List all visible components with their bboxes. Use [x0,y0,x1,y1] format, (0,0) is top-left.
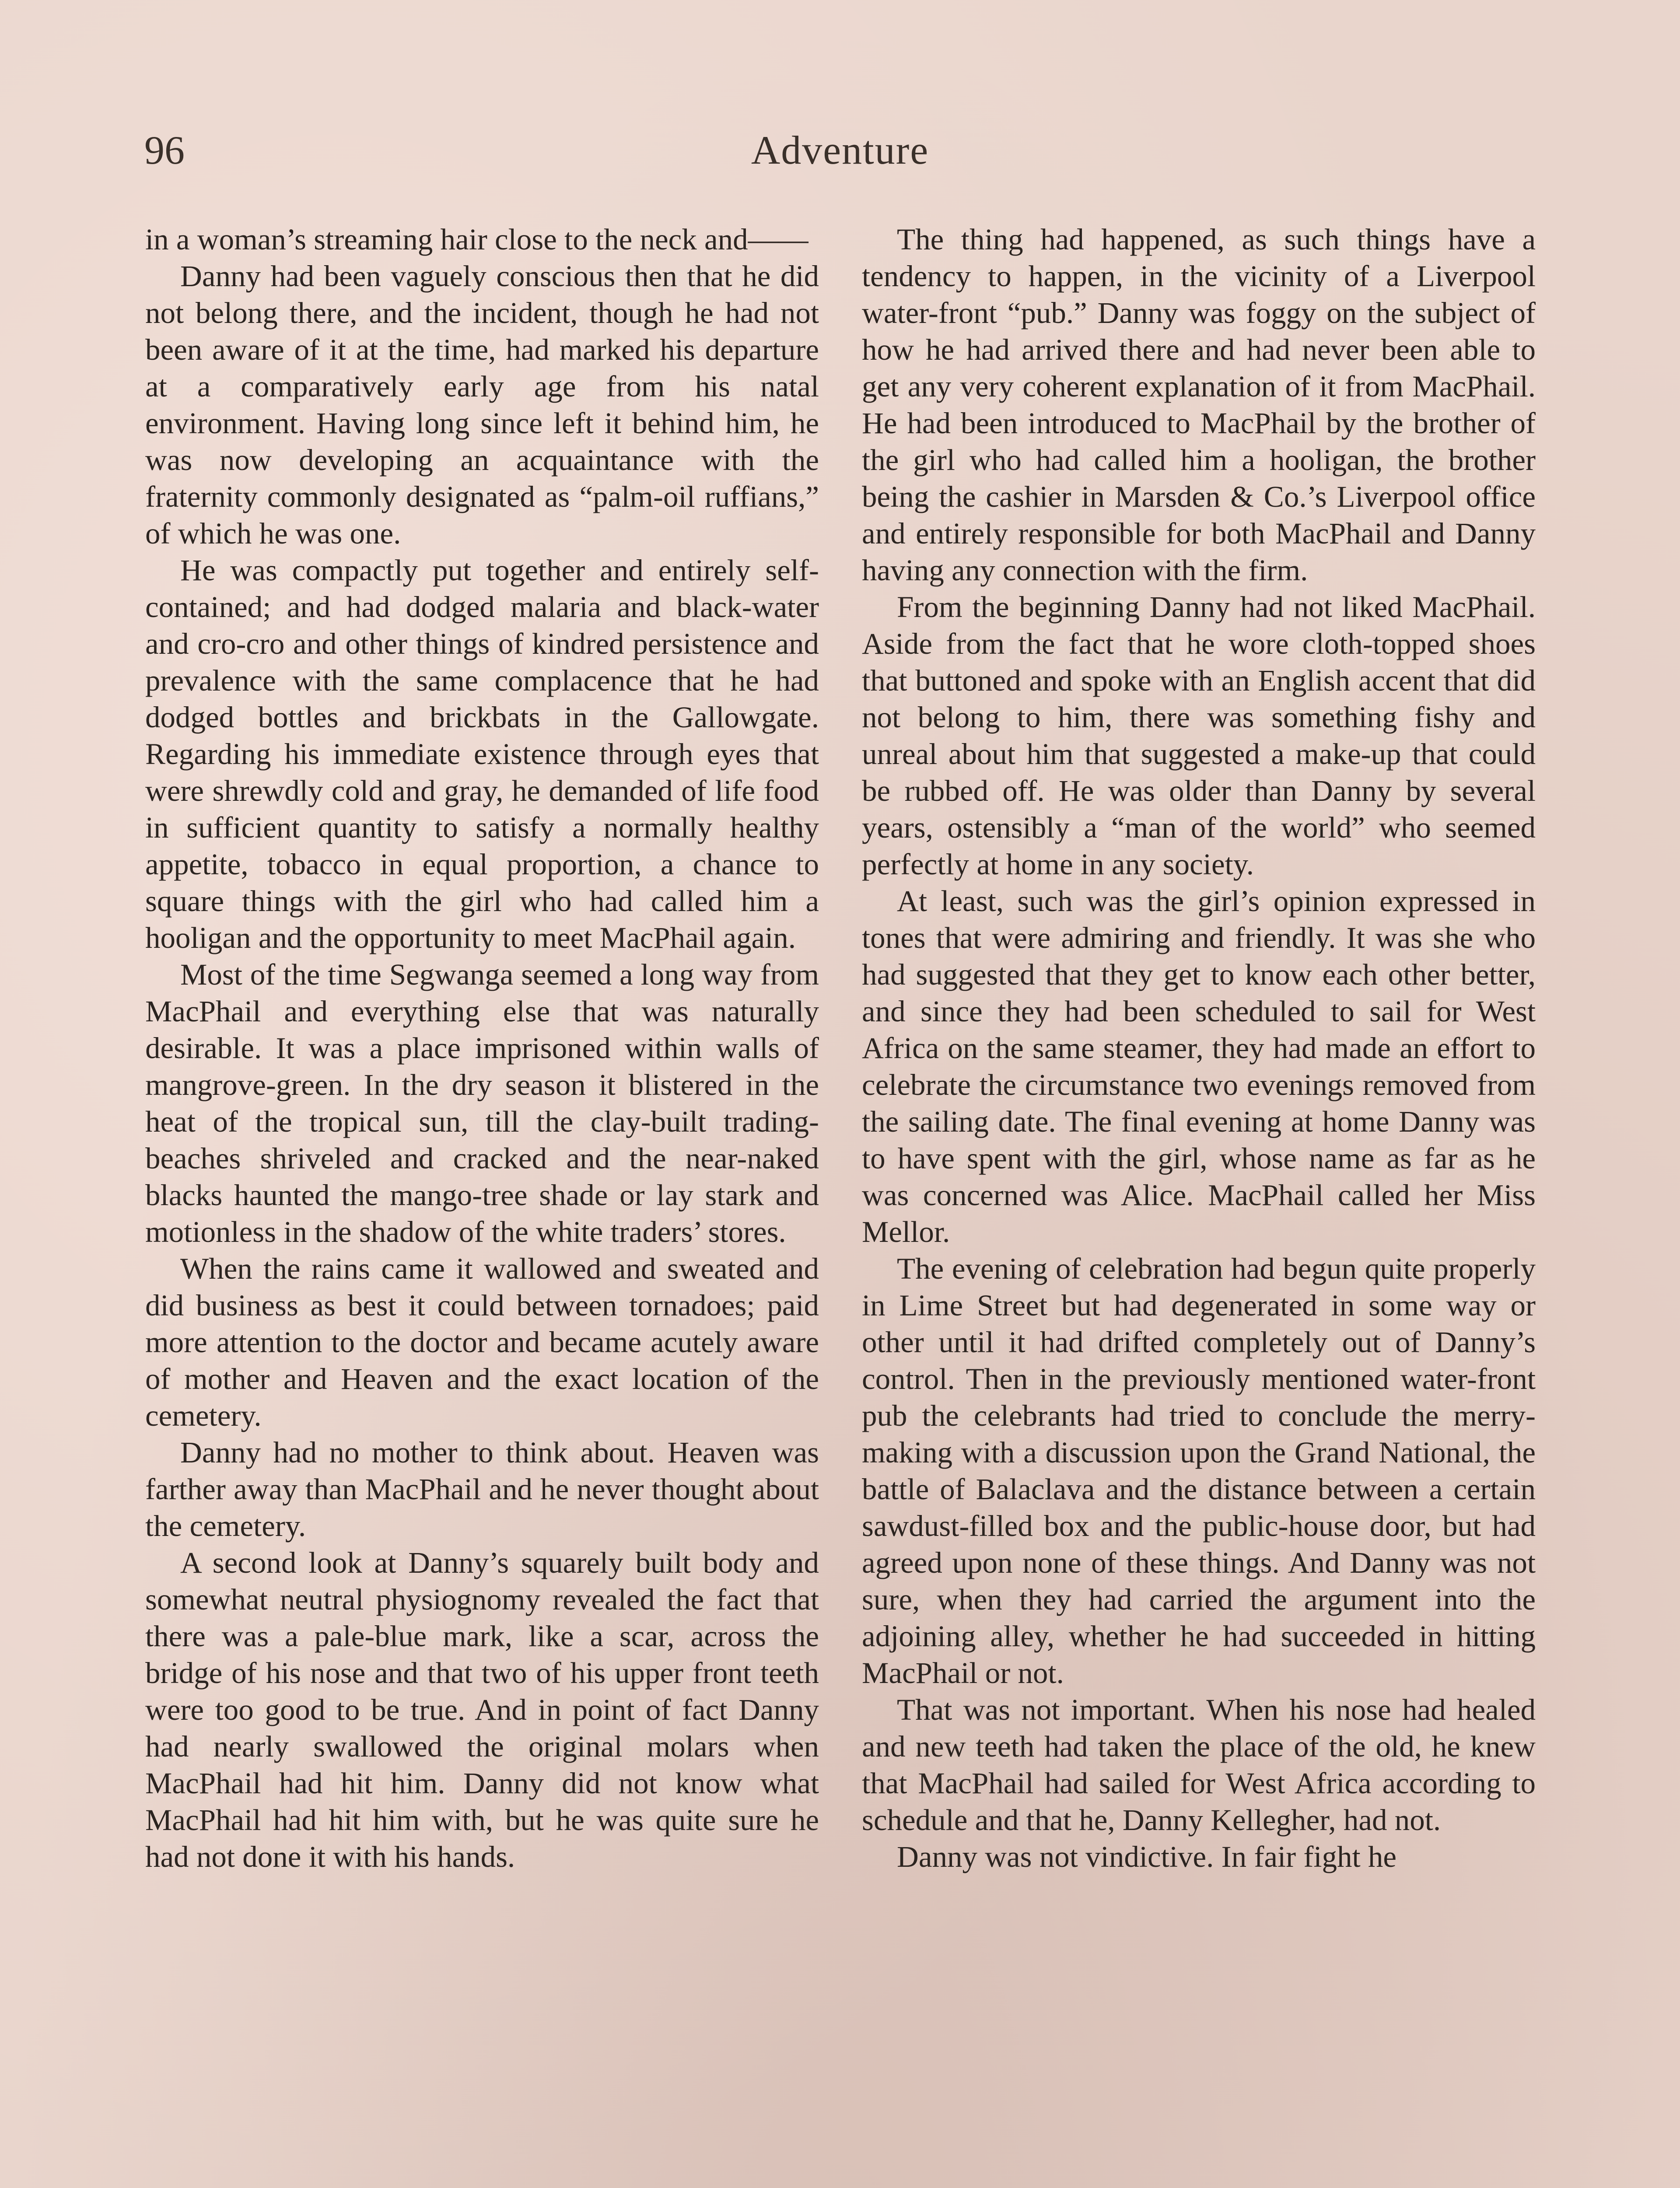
running-title: Adventure [751,128,929,172]
page-header [144,127,1536,188]
left-column [145,221,819,1875]
page-number: 96 [144,128,185,172]
right-column [862,221,1536,1875]
paragraph: The thing had happened, as such things have a tendency to happen, in the vicinity of a Liverpool water-front “pub.” Danny was foggy on the subject of how he had arrived there and had never been able to get any very coherent explanation of it from MacPhail. He had been introduced to MacPhail by the brother of the girl who had called him a hooligan, the brother being the cashier in Marsden & Co.’s Liverpool office and entirely responsible for both MacPhail and Danny having any connection with the firm. [862,223,1536,587]
paragraph: Danny had no mother to think about. Heaven was farther away than MacPhail and he never thought about the cemetery. [145,1436,819,1543]
paragraph: When the rains came it wallowed and sweated and did business as best it could between tornadoes; paid more attention to the doctor and became acutely aware of mother and Heaven and the exact location of the cemetery. [145,1252,819,1432]
paragraph: At least, such was the girl’s opinion expressed in tones that were admiring and friendly. It was she who had suggested that they get to know each other better, and since they had been scheduled to sail for West Africa on the same steamer, they had made an effort to celebrate the circumstance two evenings removed from the sailing date. The final evening at home Danny was to have spent with the girl, whose name as far as he was concerned was Alice. MacPhail called her Miss Mellor. [862,884,1536,1248]
paragraph: Danny had been vaguely conscious then that he did not belong there, and the incident, though he had not been aware of it at the time, had marked his departure at a comparatively early age from his natal environment. Having long since left it behind him, he was now developing an acquaintance with the fraternity commonly designated as “palm-oil ruffians,” of which he was one. [145,259,819,550]
paragraph: That was not important. When his nose had healed and new teeth had taken the place of the old, he knew that MacPhail had sailed for West Africa according to schedule and that he, Danny Kellegher, had not. [862,1693,1536,1837]
paragraph: Danny was not vindictive. In fair fight he [897,1840,1397,1873]
paragraph: in a woman’s streaming hair close to the neck and—— [145,223,808,256]
paragraph: Most of the time Segwanga seemed a long way from MacPhail and everything else that was naturally desirable. It was a place imprisoned within walls of mangrove-green. In the dry season it blistered in the heat of the tropical sun, till the clay-built trading-beaches shriveled and cracked and the near-naked blacks haunted the mango-tree shade or lay stark and motionless in the shadow of the white traders’ stores. [145,958,819,1248]
paragraph: He was compactly put together and entirely self-contained; and had dodged malaria and black-water and cro-cro and other things of kindred persistence and prevalence with the same complacence that he had dodged bottles and brickbats in the Gallowgate. Regarding his immediate existence through eyes that were shrewdly cold and gray, he demanded of life food in sufficient quantity to satisfy a normally healthy appetite, tobacco in equal proportion, a chance to square things with the girl who had called him a hooligan and the opportunity to meet MacPhail again. [145,554,819,954]
paragraph: A second look at Danny’s squarely built body and somewhat neutral physiognomy revealed the fact that there was a pale-blue mark, like a scar, across the bridge of his nose and that two of his upper front teeth were too good to be true. And in point of fact Danny had nearly swallowed the original molars when MacPhail had hit him. Danny did not know what MacPhail had hit him with, but he was quite sure he had not done it with his hands. [145,1546,819,1873]
paragraph: The evening of celebration had begun quite properly in Lime Street but had degenerated in some way or other until it had drifted completely out of Danny’s control. Then in the previously mentioned water-front pub the celebrants had tried to conclude the merry-making with a discussion upon the Grand National, the battle of Balaclava and the distance between a certain sawdust-filled box and the public-house door, but had agreed upon none of these things. And Danny was not sure, when they had carried the argument into the adjoining alley, whether he had succeeded in hitting MacPhail or not. [862,1252,1536,1690]
paragraph: From the beginning Danny had not liked MacPhail. Aside from the fact that he wore cloth-topped shoes that buttoned and spoke with an English accent that did not belong to him, there was something fishy and unreal about him that suggested a make-up that could be rubbed off. He was older than Danny by several years, ostensibly a “man of the world” who seemed perfectly at home in any society. [862,590,1536,881]
